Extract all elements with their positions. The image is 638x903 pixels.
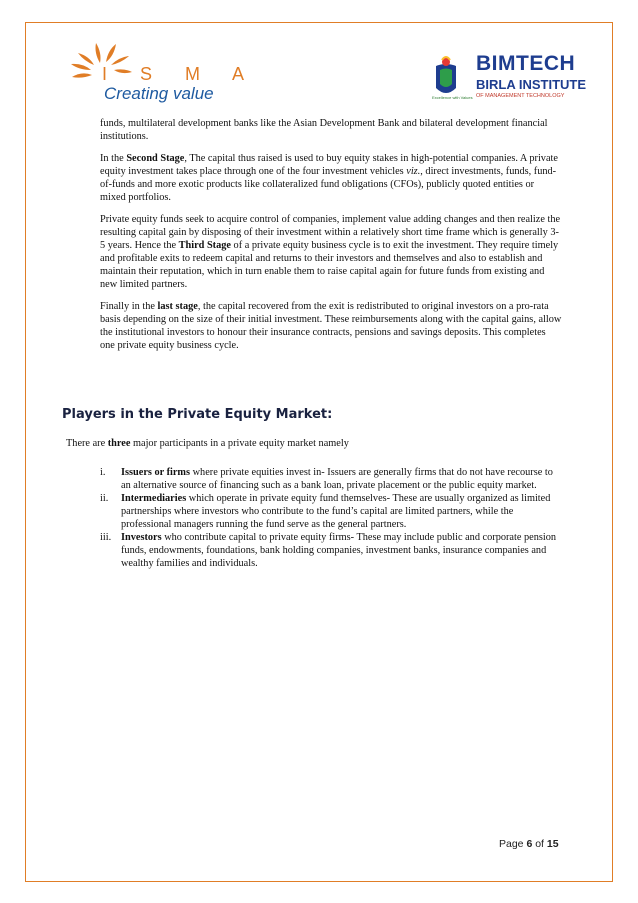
bimtech-subtitle: BIRLA INSTITUTE: [476, 77, 587, 92]
paragraph-4: Finally in the last stage, the capital recovered from the exit is redistributed to original investors on a pro-rata basis depending on the size of their initial investment. These reimbursements along with the capital gains, allow the institutional investors to honour their insurance contracts, pensions and savings deposits. This completes one private equity business cycle.: [100, 301, 562, 351]
list-number: iii.: [100, 532, 112, 543]
list-number: ii.: [100, 493, 109, 504]
section-heading: Players in the Private Equity Market:: [62, 407, 333, 422]
list-number: i.: [100, 467, 106, 478]
page-number: Page 6 of 15: [499, 838, 559, 850]
list-item: [100, 531, 562, 570]
paragraph-1: funds, multilateral development banks like the Asian Development Bank and bilateral development financial institutions.: [100, 118, 548, 142]
bimtech-subtitle-2: OF MANAGEMENT TECHNOLOGY: [476, 93, 565, 99]
bimtech-tagline: Excellence with Values: [432, 95, 473, 100]
list-item: [100, 466, 562, 492]
paragraph-3: Private equity funds seek to acquire control of companies, implement value adding changes and then realize the resulting capital gain by disposing of their investment within a relatively short time frame which is generally 3-5 years. Hence the Third Stage of a private equity business cycle is to exit the investment. They require timely and profitable exits to redeem capital and returns to their investors and themselves and also to establish and maintain their reputation, which in turn enable them to raise capital again for future funds from existing and new limited partners.: [100, 214, 561, 290]
body-text: [100, 117, 562, 361]
participants-list: [100, 466, 562, 570]
list-item: [100, 492, 562, 531]
paragraph-2: In the Second Stage, The capital thus raised is used to buy equity stakes in high-potential companies. A private equity investment takes place through one of the four investment vehicles viz., direct investments, funds, fund-of-funds and more exotic products like collateralized fund obligations (CFOs), publicly quoted entities or mixed portfolios.: [100, 153, 558, 203]
isma-letters: I S M A: [102, 64, 259, 84]
list-text: Intermediaries which operate in private equity fund themselves- These are usually organized as limited partnerships where investors who contribute to the fund’s capital are limited partners, while the professional managers running the fund serve as the general partners.: [121, 493, 551, 530]
section-intro: There are three major participants in a private equity market namely: [66, 438, 349, 449]
list-text: Investors who contribute capital to private equity firms- These may include public and corporate pension funds, endowments, foundations, bank holding companies, investment banks, insurance companies and wealthy families and individuals.: [121, 532, 557, 569]
bimtech-title: BIMTECH: [476, 52, 576, 75]
isma-tagline: Creating value: [104, 84, 214, 103]
list-text: Issuers or firms where private equities invest in- Issuers are generally firms that do not have recourse to an alternative source of financing such as a bank loan, private placement or the public equity market.: [121, 467, 553, 491]
